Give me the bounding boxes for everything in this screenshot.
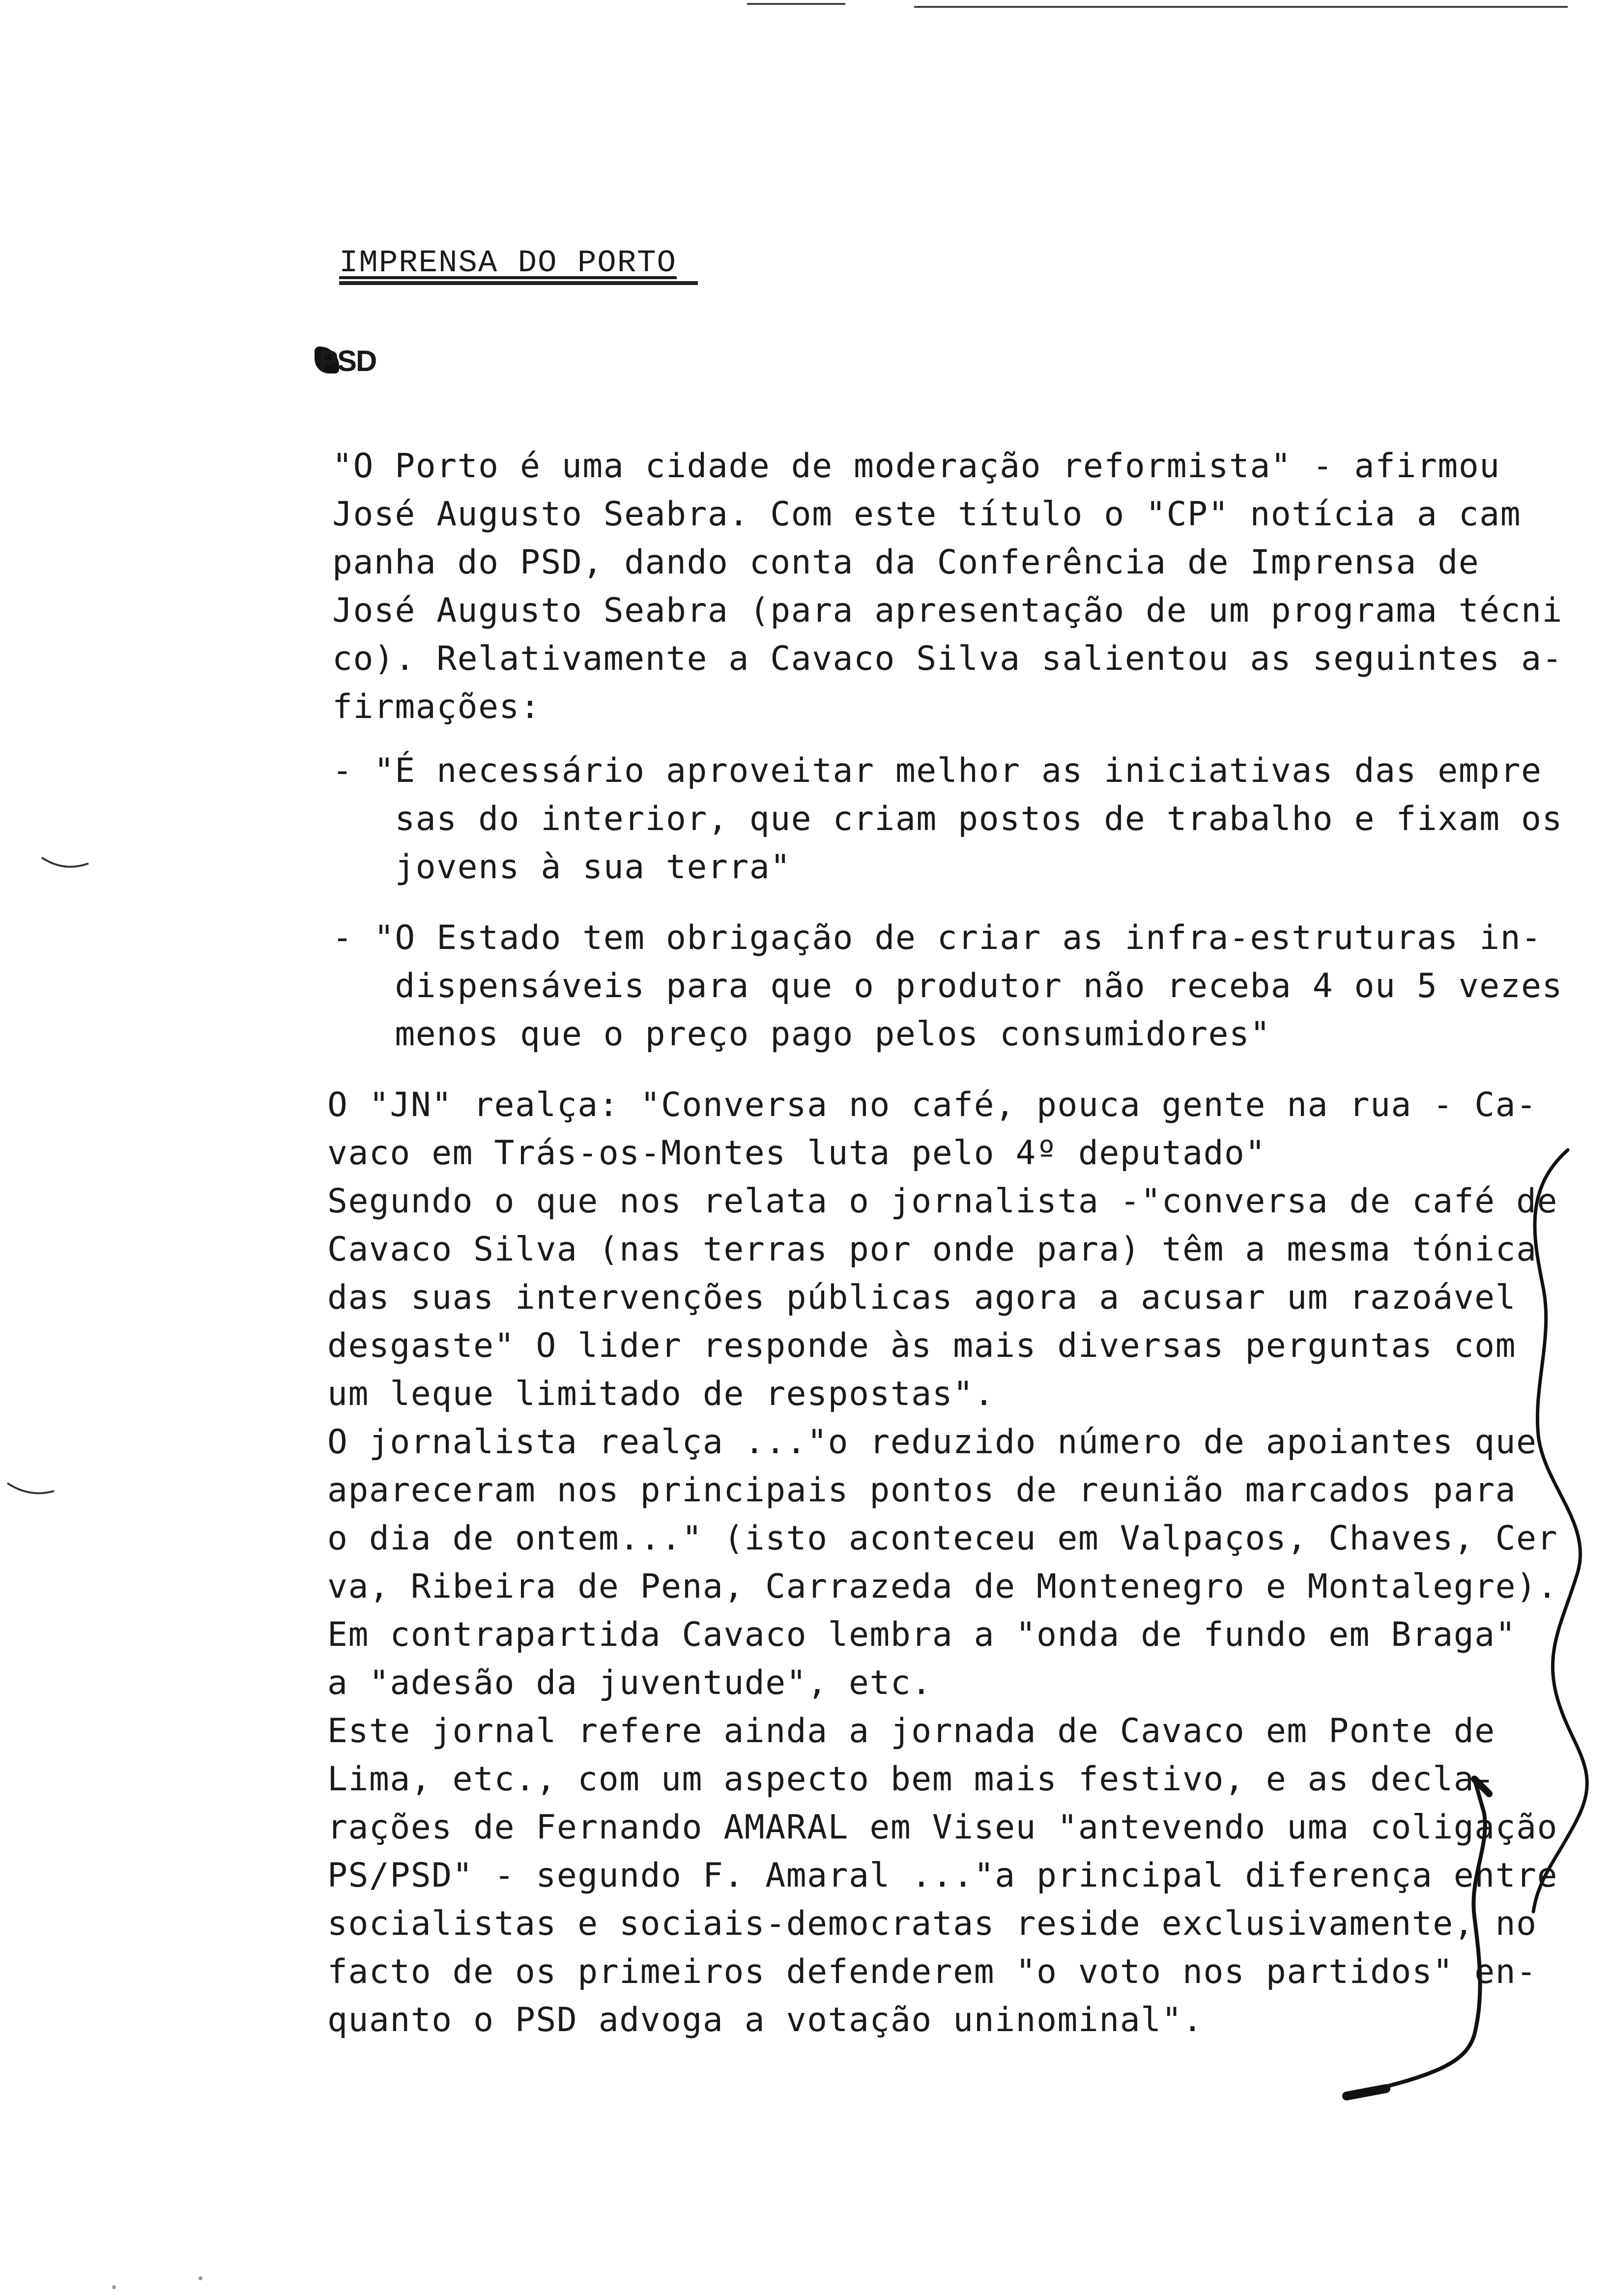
heading-underline [339,281,698,285]
paragraph-jn: O "JN" realça: "Conversa no café, pouca gente na rua - Ca- vaco em Trás-os-Montes luta pelo 4º deputado" Segundo o que nos relata o jornalista -"conversa de café de Cavaco Silva (nas terras por onde para) têm a mesma tónica das suas intervenções públicas agora a acusar um razoável desgaste" O lider responde às mais diversas perguntas com um leque limitado de respostas". O jornalista realça ..."o reduzido número de apoiantes que apareceram nos principais pontos de reunião marcados para o dia de ontem..." (isto aconteceu em Valpaços, Chaves, Cer va, Ribeira de Pena, Carrazeda de Montenegro e Montalegre). Em contrapartida Cavaco lembra a "onda de fundo em Braga" a "adesão da juventude", etc. Este jornal refere ainda a jornada de Cavaco em Ponte de Lima, etc., com um aspecto bem mais festivo, e as decla- rações de Fernando AMARAL em Viseu "antevendo uma coligação PS/PSD" - segundo F. Amaral ..."a principal diferença entre socialistas e sociais-democratas reside exclusivamente, no facto de os primeiros defenderem "o voto nos partidos" en- quanto o PSD advoga a votação uninominal". [327,1086,1558,2039]
party-stamp: PSD [318,344,376,377]
bullet-item-1: - "É necessário aproveitar melhor as iniciativas das empre sas do interior, que criam postos de trabalho e fixam os jovens à sua terra" [332,751,1563,887]
handwritten-squiggle-mark [1504,1130,1602,1917]
paragraph-cp: "O Porto é uma cidade de moderação reformista" - afirmou José Augusto Seabra. Com este título o "CP" notícia a cam panha do PSD, dando conta da Conferência de Imprensa de José Augusto Seabra (para apresentação de um programa técni co). Relativamente a Cavaco Silva salientou as seguintes a- firmações: [332,447,1563,726]
handwritten-bracket-mark [1327,1769,1494,2113]
paper-speck [112,2285,116,2289]
paper-speck [199,2276,202,2280]
top-rule-left [747,3,845,5]
bullet-item-2: - "O Estado tem obrigação de criar as infra-estruturas in- dispensáveis para que o produtor não receba 4 ou 5 vezes menos que o preço pago pelos consumidores" [332,918,1563,1054]
margin-tick-mark-2 [5,1479,59,1499]
page-heading: IMPRENSA DO PORTO [339,246,677,281]
margin-tick-mark-1 [39,853,93,872]
top-rule-right [914,6,1568,8]
